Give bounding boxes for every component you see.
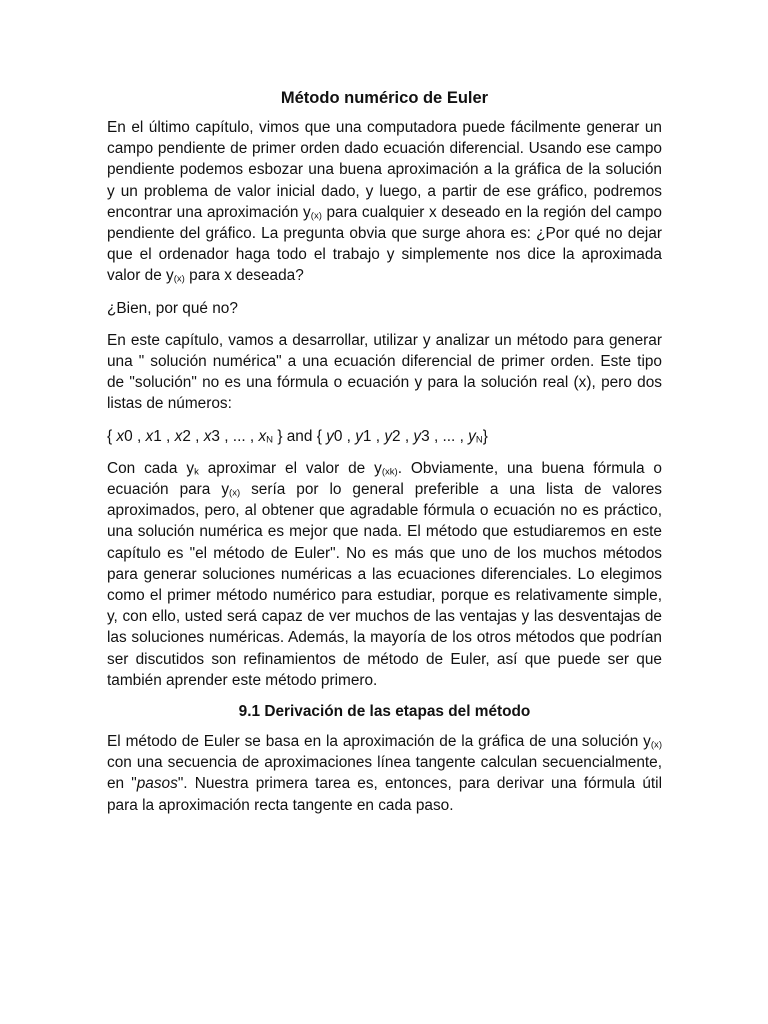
paragraph-text: con una secuencia de aproximaciones línea tangente calculan secuencialmente, en "	[107, 754, 662, 793]
seq-var: y	[355, 427, 363, 445]
document-body	[107, 88, 662, 826]
paragraph-text: para x deseada?	[184, 267, 304, 285]
paragraph-intro	[107, 117, 662, 287]
seq-var: y	[468, 427, 476, 445]
paragraph-euler-method	[107, 458, 662, 691]
subscript: (x)	[650, 739, 662, 751]
seq-text: }	[482, 427, 488, 445]
seq-var: x	[145, 427, 154, 445]
seq-var: x	[116, 427, 125, 445]
paragraph-text: sería por lo general preferible a una lista de valores aproximados, pero, al obtener que agradable fórmula o ecuación no es práctico, una solución numérica es mejor que nada. El método que estudiaremos en este capítulo es "el método de Euler". No es más que uno de los muchos métodos para generar soluciones numéricas a las ecuaciones diferenciales. Lo elegimos como el primer método numérico para estudiar, porque es relativamente simple, y, con ello, usted será capaz de ver muchos de las ventajas y las desventajas de las soluciones numéricas. Además, la mayoría de los otros métodos que podrían ser discutidos son refinamientos de método de Euler, así que puede ser que también aprender este método primero.	[107, 481, 662, 689]
subscript: (x)	[173, 273, 185, 285]
subscript: (x)	[310, 210, 322, 222]
subscript: k	[194, 466, 199, 478]
seq-var: x	[258, 427, 267, 445]
seq-text: 0 ,	[124, 427, 146, 445]
seq-var: x	[174, 427, 183, 445]
paragraph-text: aproximar el valor de y	[198, 459, 382, 477]
seq-var: y	[413, 427, 422, 445]
paragraph-text: En el último capítulo, vimos que una computadora puede fácilmente generar un campo pendiente de primer orden dado ecuación diferencial. Usando ese campo pendiente podemos esbozar una buena aproximación a la gráfica de la solución y un problema de valor inicial dado, y luego, a partir de ese gráfico, podremos encontrar una aproximación y	[107, 119, 662, 221]
seq-text: 1 ,	[362, 427, 385, 445]
seq-text: {	[107, 427, 117, 445]
section-heading: 9.1 Derivación de las etapas del método	[238, 703, 531, 721]
seq-text: 0 ,	[333, 427, 356, 445]
paragraph-chapter-overview: En este capítulo, vamos a desarrollar, utilizar y analizar un método para generar una " solución numérica" a una ecuación diferencial de primer orden. Este tipo de "solución" no es una fórmula o ecuación y para la solución real (x), pero dos listas de números:	[107, 331, 662, 413]
paragraph-text: Con cada y	[107, 459, 195, 477]
subscript: (x)	[229, 487, 241, 499]
subscript: N	[475, 434, 483, 446]
sequence-lists	[107, 426, 662, 447]
paragraph-text: El método de Euler se basa en la aproximación de la gráfica de una solución y	[107, 733, 651, 751]
paragraph-derivation	[107, 731, 662, 816]
document-title: Método numérico de Euler	[280, 89, 489, 107]
seq-text: 2 ,	[392, 427, 414, 445]
paragraph-text: ". Nuestra primera tarea es, entonces, para derivar una fórmula útil para la aproximación recta tangente en cada paso.	[107, 775, 662, 814]
italic-term: pasos	[136, 775, 178, 793]
subscript: N	[266, 434, 274, 446]
seq-text: 3 , ... ,	[211, 427, 259, 445]
seq-var: y	[384, 427, 393, 445]
paragraph-question: ¿Bien, por qué no?	[107, 299, 238, 317]
seq-text: } and {	[273, 427, 327, 445]
subscript: (xk)	[381, 466, 398, 478]
seq-var: y	[326, 427, 334, 445]
seq-text: 3 , ... ,	[421, 427, 469, 445]
paragraph-text: para cualquier x deseado en la región del campo pendiente del gráfico. La pregunta obvia que surge ahora es: ¿Por qué no dejar que el ordenador haga todo el trabajo y simplemente nos dice la aproximada valor de y	[107, 203, 662, 285]
seq-text: 1 ,	[153, 427, 175, 445]
seq-text: 2 ,	[182, 427, 204, 445]
seq-var: x	[203, 427, 212, 445]
paragraph-text: . Obviamente, una buena fórmula o ecuación para y	[107, 459, 662, 499]
